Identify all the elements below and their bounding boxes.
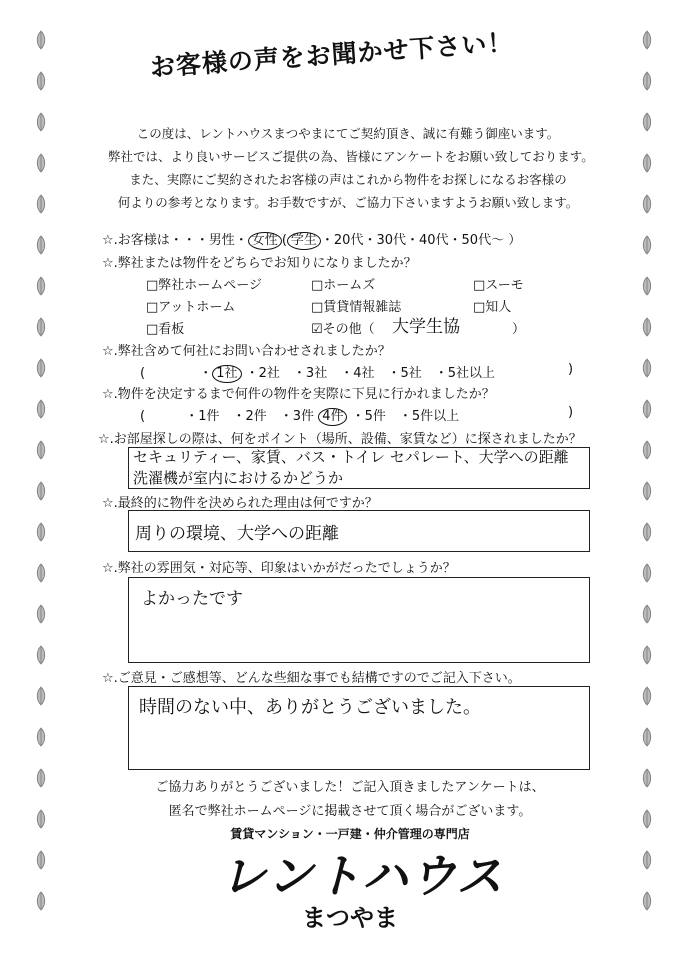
- leaf-icon: [640, 727, 654, 747]
- leaf-icon: [34, 768, 48, 788]
- q4-after: ・5件 ・5件以上: [351, 409, 460, 424]
- q1-ages: ・20代・30代・40代・50代～ ）: [320, 233, 522, 248]
- leaf-icon: [640, 481, 654, 501]
- page-title: お客様の声をお聞かせ下さい！: [149, 27, 515, 82]
- leaf-icon: [34, 645, 48, 665]
- leaf-icon: [640, 522, 654, 542]
- leaf-icon: [34, 317, 48, 337]
- leaf-icon: [34, 850, 48, 870]
- other-handwritten-answer: 大学生協: [392, 317, 460, 337]
- answer-box-search-points: [128, 447, 590, 489]
- deciding-reason-answer: 周りの環境、大学への距離: [135, 524, 339, 544]
- leaf-icon: [640, 194, 654, 214]
- leaf-icon: [640, 686, 654, 706]
- company-logo: レントハウス: [220, 849, 505, 903]
- impression-answer: よかったです: [141, 589, 243, 609]
- search-points-answer-line1: セキュリティー、家賃、バス・トイレ セパレート、大学への距離: [133, 448, 569, 466]
- female-circled-answer: 女性: [248, 232, 282, 250]
- leaf-icon: [640, 440, 654, 460]
- intro-line: 弊社では、より良いサービスご提供の為、皆様にアンケートをお願い致しております。: [108, 149, 594, 164]
- option-acquaintance: □知人: [473, 300, 512, 315]
- leaf-icon: [34, 604, 48, 624]
- leaf-icon: [640, 276, 654, 296]
- search-points-answer-line2: 洗濯機が室内におけるかどうか: [133, 469, 344, 487]
- leaf-icon: [34, 809, 48, 829]
- leaf-icon: [640, 358, 654, 378]
- leaf-icon: [640, 317, 654, 337]
- footer-note: [110, 776, 590, 824]
- q4-close: ): [568, 405, 574, 420]
- company-logo-subtitle: まつやま: [302, 904, 398, 932]
- leaf-icon: [34, 153, 48, 173]
- leaf-icon: [640, 112, 654, 132]
- leaf-icon: [34, 481, 48, 501]
- leaf-icon: [34, 30, 48, 50]
- intro-line: 何よりの参考となります。お手数ですが、ご協力下さいますようお願い致します。: [117, 195, 579, 210]
- option-company-homepage: □弊社ホームページ: [146, 278, 263, 293]
- leaf-icon: [640, 850, 654, 870]
- option-signboard: □看板: [146, 322, 185, 337]
- leaf-icon: [34, 112, 48, 132]
- leaf-icon: [640, 604, 654, 624]
- q1-prefix: ☆.お客様は・・・男性・: [102, 233, 248, 248]
- answer-box-impression: [128, 577, 590, 663]
- q3-rest: ・2社 ・3社 ・4社 ・5社 ・5社以上: [245, 366, 496, 381]
- question-search-points: ☆.お部屋探しの際は、何をポイント（場所、設備、家賃など）に探されましたか？: [98, 432, 582, 447]
- answer-box-comments: [128, 686, 590, 770]
- leaf-icon: [34, 727, 48, 747]
- q3-close: ): [568, 362, 574, 377]
- leaf-icon: [34, 235, 48, 255]
- leaf-icon: [34, 522, 48, 542]
- right-decorative-border: [636, 30, 662, 930]
- leaf-icon: [640, 235, 654, 255]
- question-how-found: ☆.弊社または物件をどちらでお知りになりましたか？: [102, 256, 417, 271]
- comments-answer: 時間のない中、ありがとうございました。: [139, 697, 481, 718]
- leaf-icon: [34, 194, 48, 214]
- leaf-icon: [34, 686, 48, 706]
- q1-paren: (: [281, 233, 287, 248]
- option-suumo: □スーモ: [473, 278, 524, 293]
- four-viewings-circled-answer: 4件: [318, 408, 347, 426]
- leaf-icon: [640, 30, 654, 50]
- leaf-icon: [640, 809, 654, 829]
- option-other-checked: ☑その他（: [311, 322, 375, 337]
- q3-answer-row: ( ・ 1社 ・2社 ・3社 ・4社 ・5社 ・5社以上: [140, 366, 496, 381]
- question-impression: ☆.弊社の雰囲気・対応等、印象はいかがだったでしょうか？: [102, 561, 456, 576]
- option-rental-magazine: □賃貸情報雑誌: [311, 300, 402, 315]
- leaf-icon: [34, 358, 48, 378]
- leaf-icon: [640, 399, 654, 419]
- intro-line: また、実際にご契約されたお客様の声はこれから物件をお探しになるお客様の: [129, 172, 567, 187]
- intro-text: [108, 122, 594, 214]
- q4-before: ・1件 ・2件 ・3件: [185, 409, 315, 424]
- footer-line: 匿名で弊社ホームページに掲載させて頂く場合がございます。: [168, 804, 532, 819]
- leaf-icon: [640, 71, 654, 91]
- option-homes: □ホームズ: [311, 278, 376, 293]
- company-tagline: 賃貸マンション・一戸建・仲介管理の専門店: [230, 827, 470, 841]
- question-viewings: ☆.物件を決定するまで何件の物件を実際に下見に行かれましたか？: [102, 387, 495, 402]
- q3-open: (: [140, 366, 146, 381]
- leaf-icon: [640, 891, 654, 911]
- one-company-circled-answer: 1社: [212, 365, 241, 383]
- q4-answer-row: [140, 405, 459, 426]
- left-decorative-border: [30, 30, 56, 930]
- option-athome: □アットホーム: [146, 300, 236, 315]
- q4-open: (: [140, 409, 146, 424]
- answer-box-deciding-reason: [128, 510, 590, 552]
- leaf-icon: [34, 276, 48, 296]
- leaf-icon: [640, 563, 654, 583]
- question-deciding-reason: ☆.最終的に物件を決められた理由は何ですか？: [102, 496, 378, 511]
- question-customer-type: [102, 229, 521, 250]
- footer-line: ご協力ありがとうございました！ご記入頂きましたアンケートは、: [155, 780, 545, 795]
- leaf-icon: [34, 399, 48, 419]
- leaf-icon: [34, 563, 48, 583]
- question-comments: ☆.ご意見・ご感想等、どんな些細な事でも結構ですのでご記入下さい。: [102, 671, 521, 686]
- intro-line: この度は、レントハウスまつやまにてご契約頂き、誠に有難う御座います。: [136, 126, 560, 141]
- leaf-icon: [34, 440, 48, 460]
- option-other-close: ）: [512, 322, 526, 337]
- leaf-icon: [640, 645, 654, 665]
- leaf-icon: [640, 153, 654, 173]
- leaf-icon: [640, 768, 654, 788]
- leaf-icon: [34, 891, 48, 911]
- student-circled-answer: 学生: [287, 232, 321, 250]
- leaf-icon: [34, 71, 48, 91]
- question-inquiries: ☆.弊社含めて何社にお問い合わせされましたか？: [102, 344, 391, 359]
